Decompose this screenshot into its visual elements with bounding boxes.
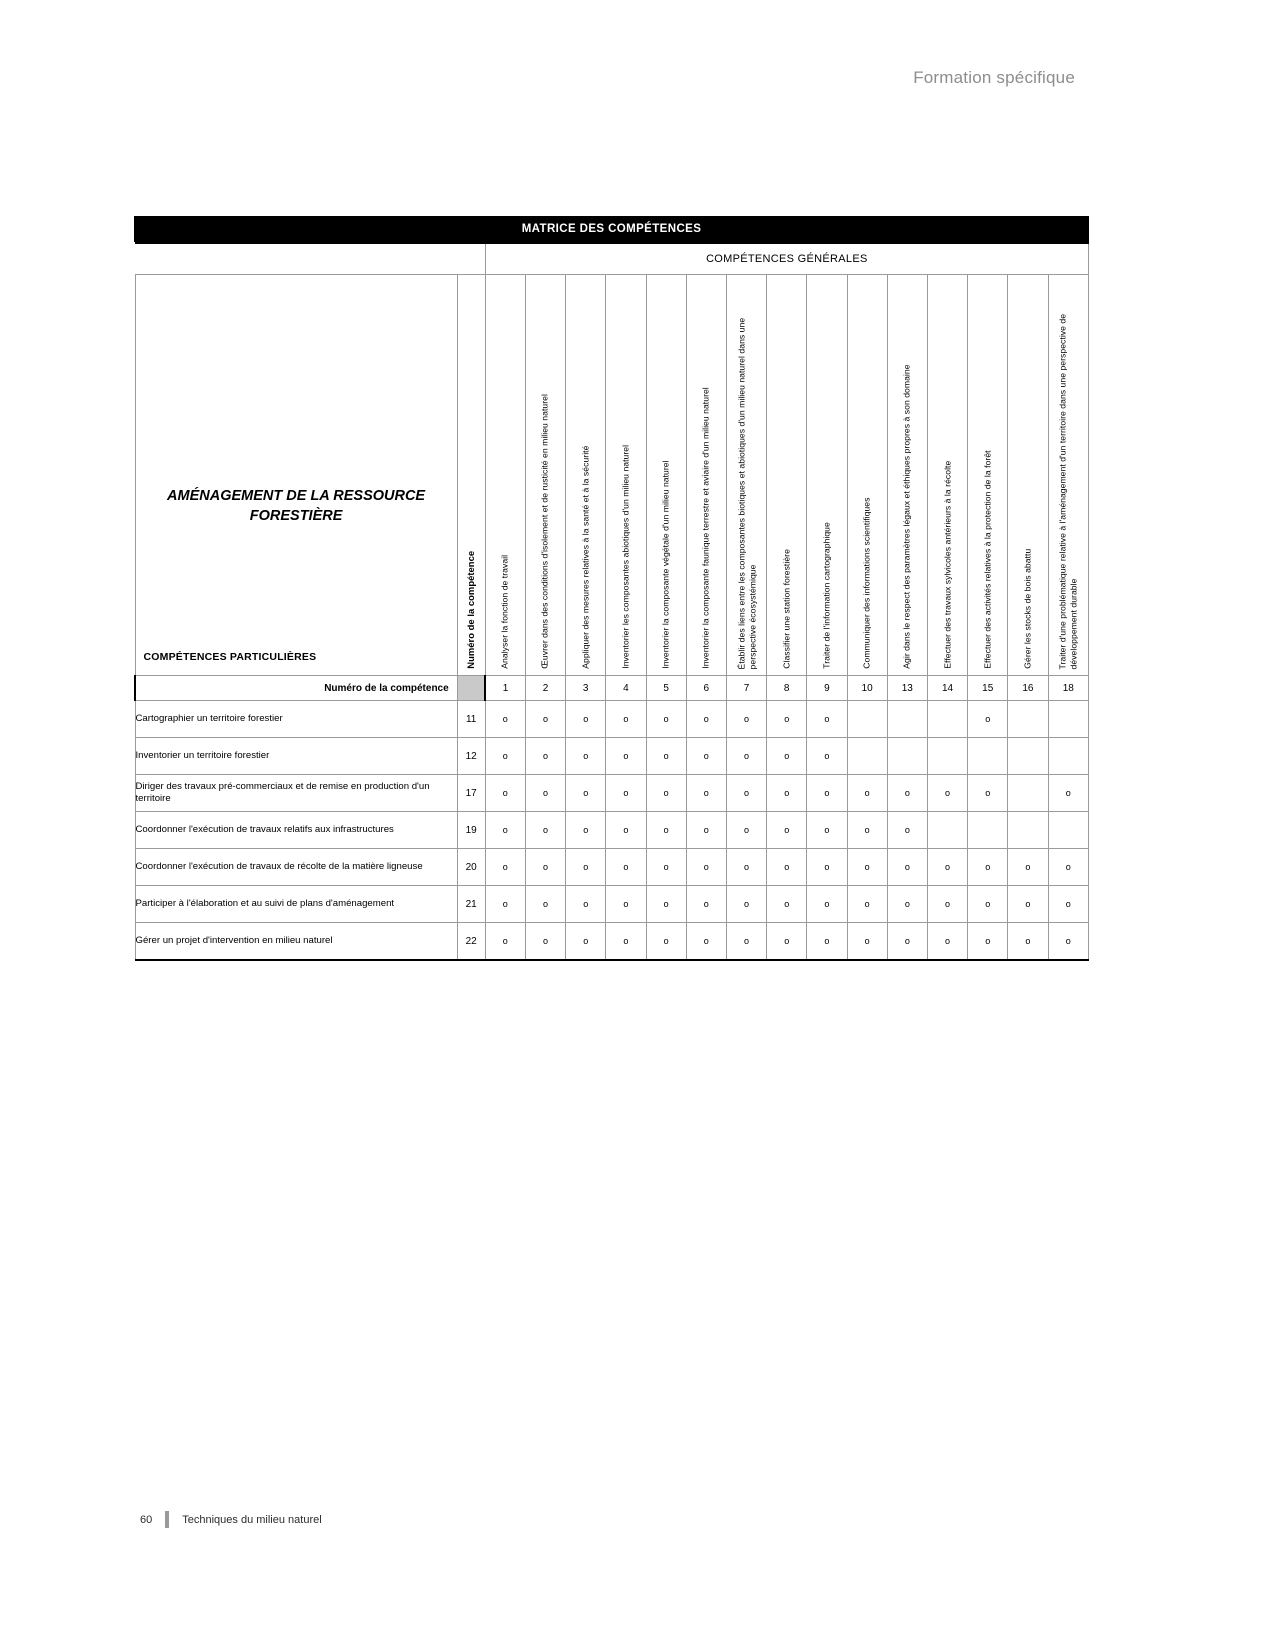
matrix-mark: o bbox=[525, 812, 565, 849]
matrix-mark: o bbox=[686, 849, 726, 886]
column-number: 2 bbox=[525, 676, 565, 701]
matrix-mark: o bbox=[686, 886, 726, 923]
matrix-mark: o bbox=[566, 849, 606, 886]
general-column-header-2 bbox=[525, 275, 565, 676]
matrix-mark: o bbox=[927, 923, 967, 961]
row-number: 12 bbox=[457, 738, 485, 775]
matrix-mark: o bbox=[726, 886, 766, 923]
matrix-mark: o bbox=[807, 849, 847, 886]
general-column-label: Inventorier la composante faunique terrestre et aviaire d'un milieu naturel bbox=[700, 387, 711, 669]
matrix-mark: o bbox=[646, 812, 686, 849]
matrix-mark: o bbox=[606, 701, 646, 738]
general-column-header-4 bbox=[606, 275, 646, 676]
matrix-mark: o bbox=[485, 812, 525, 849]
column-number: 14 bbox=[927, 676, 967, 701]
matrix-mark bbox=[1008, 775, 1048, 812]
matrix-mark: o bbox=[686, 701, 726, 738]
matrix-mark: o bbox=[847, 886, 887, 923]
general-column-label: Gérer les stocks de bois abattu bbox=[1022, 548, 1033, 669]
matrix-title: MATRICE DES COMPÉTENCES bbox=[134, 216, 1089, 242]
matrix-mark: o bbox=[1048, 923, 1088, 961]
matrix-mark: o bbox=[1048, 775, 1088, 812]
general-column-label: Analyser la fonction de travail bbox=[499, 555, 510, 669]
matrix-mark: o bbox=[726, 738, 766, 775]
matrix-mark: o bbox=[606, 923, 646, 961]
matrix-mark: o bbox=[566, 923, 606, 961]
row-number: 11 bbox=[457, 701, 485, 738]
column-number: 9 bbox=[807, 676, 847, 701]
matrix-mark: o bbox=[767, 849, 807, 886]
matrix-mark: o bbox=[887, 849, 927, 886]
general-column-label: Classifier une station forestière bbox=[781, 549, 792, 669]
number-row-grey-cell bbox=[457, 676, 485, 701]
matrix-mark: o bbox=[525, 701, 565, 738]
matrix-mark: o bbox=[887, 886, 927, 923]
row-label: Gérer un projet d'intervention en milieu naturel bbox=[135, 923, 457, 961]
row-number: 20 bbox=[457, 849, 485, 886]
matrix-mark: o bbox=[767, 738, 807, 775]
matrix-mark bbox=[1008, 701, 1048, 738]
footer-divider bbox=[165, 1511, 169, 1528]
column-number: 3 bbox=[566, 676, 606, 701]
general-column-header-7 bbox=[726, 275, 766, 676]
general-column-header-6 bbox=[686, 275, 726, 676]
page-title: AMÉNAGEMENT DE LA RESSOURCE FORESTIÈRE bbox=[167, 488, 426, 524]
program-header-cell bbox=[135, 275, 457, 676]
number-column-header bbox=[457, 275, 485, 676]
general-column-label: Œuvrer dans des conditions d'isolement et de rusticité en milieu naturel bbox=[540, 394, 551, 669]
column-number: 5 bbox=[646, 676, 686, 701]
matrix-mark: o bbox=[767, 886, 807, 923]
matrix-mark bbox=[1008, 812, 1048, 849]
column-number: 8 bbox=[767, 676, 807, 701]
matrix-mark: o bbox=[1048, 849, 1088, 886]
row-label: Participer à l'élaboration et au suivi de plans d'aménagement bbox=[135, 886, 457, 923]
matrix-mark: o bbox=[1048, 886, 1088, 923]
row-number: 21 bbox=[457, 886, 485, 923]
matrix-mark: o bbox=[847, 775, 887, 812]
matrix-mark: o bbox=[606, 849, 646, 886]
general-column-header-8 bbox=[767, 275, 807, 676]
general-column-label: Inventorier la composante végétale d'un milieu naturel bbox=[660, 460, 671, 669]
matrix-mark: o bbox=[606, 775, 646, 812]
page-header-title: Formation spécifique bbox=[913, 68, 1075, 87]
matrix-mark: o bbox=[485, 923, 525, 961]
matrix-mark: o bbox=[968, 923, 1008, 961]
matrix-mark bbox=[927, 738, 967, 775]
matrix-mark: o bbox=[767, 775, 807, 812]
matrix-mark: o bbox=[525, 738, 565, 775]
matrix-mark: o bbox=[485, 849, 525, 886]
matrix-mark: o bbox=[525, 923, 565, 961]
matrix-mark: o bbox=[887, 923, 927, 961]
matrix-mark: o bbox=[767, 812, 807, 849]
matrix-mark: o bbox=[847, 812, 887, 849]
matrix-mark: o bbox=[726, 849, 766, 886]
matrix-mark: o bbox=[606, 886, 646, 923]
general-column-label: Agir dans le respect des paramètres légaux et éthiques propres à son domaine bbox=[901, 364, 912, 669]
matrix-mark: o bbox=[485, 775, 525, 812]
row-number: 22 bbox=[457, 923, 485, 961]
row-label: Cartographier un territoire forestier bbox=[135, 701, 457, 738]
row-label: Inventorier un territoire forestier bbox=[135, 738, 457, 775]
matrix-mark: o bbox=[566, 738, 606, 775]
general-column-header-16 bbox=[1008, 275, 1048, 676]
band-spacer-num bbox=[457, 243, 485, 275]
matrix-band-row bbox=[135, 243, 1089, 275]
matrix-mark: o bbox=[807, 886, 847, 923]
column-number: 18 bbox=[1048, 676, 1088, 701]
matrix-mark bbox=[847, 738, 887, 775]
column-number: 7 bbox=[726, 676, 766, 701]
matrix-mark bbox=[887, 701, 927, 738]
matrix-mark: o bbox=[566, 701, 606, 738]
matrix-mark: o bbox=[485, 738, 525, 775]
competency-matrix bbox=[134, 216, 1089, 961]
row-label: Diriger des travaux pré-commerciaux et de remise en production d'un territoire bbox=[135, 775, 457, 812]
row-label: Coordonner l'exécution de travaux relatifs aux infrastructures bbox=[135, 812, 457, 849]
matrix-mark: o bbox=[968, 701, 1008, 738]
matrix-mark: o bbox=[566, 775, 606, 812]
matrix-mark: o bbox=[807, 923, 847, 961]
competence-number-row bbox=[135, 676, 1089, 701]
matrix-mark bbox=[927, 812, 967, 849]
matrix-mark: o bbox=[646, 886, 686, 923]
general-column-label: Effectuer des activités relatives à la protection de la forêt bbox=[982, 450, 993, 669]
matrix-mark: o bbox=[927, 849, 967, 886]
matrix-header-row bbox=[135, 275, 1089, 676]
general-column-label: Appliquer des mesures relatives à la santé et à la sécurité bbox=[580, 445, 591, 669]
column-number: 10 bbox=[847, 676, 887, 701]
number-row-label: Numéro de la compétence bbox=[135, 676, 457, 701]
matrix-mark: o bbox=[525, 775, 565, 812]
column-number: 1 bbox=[485, 676, 525, 701]
matrix-mark: o bbox=[646, 923, 686, 961]
number-column-header-label: Numéro de la compétence bbox=[465, 551, 477, 669]
matrix-mark bbox=[927, 701, 967, 738]
matrix-mark: o bbox=[767, 701, 807, 738]
column-number: 16 bbox=[1008, 676, 1048, 701]
column-number: 4 bbox=[606, 676, 646, 701]
matrix-mark: o bbox=[566, 812, 606, 849]
matrix-mark: o bbox=[686, 812, 726, 849]
table-row bbox=[135, 738, 1089, 775]
table-row bbox=[135, 849, 1089, 886]
particular-competences-label: COMPÉTENCES PARTICULIÈRES bbox=[143, 651, 317, 663]
matrix-mark: o bbox=[767, 923, 807, 961]
general-column-header-10 bbox=[847, 275, 887, 676]
general-column-header-14 bbox=[927, 275, 967, 676]
matrix-mark: o bbox=[887, 812, 927, 849]
general-column-header-3 bbox=[566, 275, 606, 676]
matrix-mark: o bbox=[726, 775, 766, 812]
matrix-mark bbox=[1008, 738, 1048, 775]
footer-program-name: Techniques du milieu naturel bbox=[182, 1513, 322, 1526]
matrix-mark: o bbox=[566, 886, 606, 923]
table-row bbox=[135, 701, 1089, 738]
matrix-mark: o bbox=[485, 886, 525, 923]
matrix-mark bbox=[1048, 738, 1088, 775]
table-row bbox=[135, 812, 1089, 849]
matrix-mark: o bbox=[606, 738, 646, 775]
matrix-mark bbox=[887, 738, 927, 775]
matrix-mark: o bbox=[927, 775, 967, 812]
general-column-header-9 bbox=[807, 275, 847, 676]
matrix-mark: o bbox=[686, 775, 726, 812]
matrix-mark: o bbox=[606, 812, 646, 849]
row-number: 19 bbox=[457, 812, 485, 849]
band-spacer-left bbox=[135, 243, 457, 275]
matrix-mark bbox=[1048, 812, 1088, 849]
matrix-mark bbox=[1048, 701, 1088, 738]
matrix-mark: o bbox=[847, 849, 887, 886]
general-column-header-13 bbox=[887, 275, 927, 676]
matrix-mark: o bbox=[887, 775, 927, 812]
matrix-mark: o bbox=[847, 923, 887, 961]
matrix-mark: o bbox=[968, 849, 1008, 886]
matrix-mark: o bbox=[525, 886, 565, 923]
matrix-mark: o bbox=[485, 701, 525, 738]
matrix-mark bbox=[968, 812, 1008, 849]
general-competences-band: COMPÉTENCES GÉNÉRALES bbox=[485, 243, 1088, 275]
matrix-mark: o bbox=[968, 886, 1008, 923]
matrix-mark: o bbox=[686, 738, 726, 775]
table-row bbox=[135, 886, 1089, 923]
general-column-label: Traiter de l'information cartographique bbox=[821, 522, 832, 669]
matrix-mark bbox=[968, 738, 1008, 775]
page-footer bbox=[140, 1511, 322, 1528]
general-column-header-5 bbox=[646, 275, 686, 676]
matrix-mark: o bbox=[726, 701, 766, 738]
matrix-mark: o bbox=[968, 775, 1008, 812]
matrix-mark: o bbox=[807, 701, 847, 738]
table-row bbox=[135, 775, 1089, 812]
general-column-label: Inventorier les composantes abiotiques d'un milieu naturel bbox=[620, 445, 631, 669]
matrix-mark: o bbox=[646, 701, 686, 738]
matrix-mark: o bbox=[807, 738, 847, 775]
matrix-mark: o bbox=[807, 812, 847, 849]
general-column-label: Effectuer des travaux sylvicoles antérieurs à la récolte bbox=[942, 460, 953, 669]
matrix-table bbox=[134, 242, 1089, 961]
matrix-mark: o bbox=[1008, 886, 1048, 923]
table-row bbox=[135, 923, 1089, 961]
matrix-mark: o bbox=[1008, 923, 1048, 961]
matrix-mark: o bbox=[646, 849, 686, 886]
general-column-header-15 bbox=[968, 275, 1008, 676]
matrix-mark: o bbox=[646, 738, 686, 775]
column-number: 6 bbox=[686, 676, 726, 701]
matrix-mark: o bbox=[927, 886, 967, 923]
matrix-mark bbox=[847, 701, 887, 738]
matrix-mark: o bbox=[807, 775, 847, 812]
general-column-label: Établir des liens entre les composantes biotiques et abiotiques d'un milieu naturel dans une perspective écosystémique bbox=[735, 317, 757, 669]
footer-page-number: 60 bbox=[140, 1513, 153, 1526]
matrix-mark: o bbox=[726, 812, 766, 849]
general-column-header-18 bbox=[1048, 275, 1088, 676]
column-number: 15 bbox=[968, 676, 1008, 701]
column-number: 13 bbox=[887, 676, 927, 701]
matrix-mark: o bbox=[726, 923, 766, 961]
row-label: Coordonner l'exécution de travaux de récolte de la matière ligneuse bbox=[135, 849, 457, 886]
matrix-mark: o bbox=[1008, 849, 1048, 886]
general-column-label: Communiquer des informations scientifiques bbox=[861, 497, 872, 669]
matrix-mark: o bbox=[686, 923, 726, 961]
matrix-mark: o bbox=[525, 849, 565, 886]
general-column-label: Traiter d'une problématique relative à l'aménagement d'un territoire dans une perspective de développement durable bbox=[1057, 313, 1079, 669]
general-column-header-1 bbox=[485, 275, 525, 676]
row-number: 17 bbox=[457, 775, 485, 812]
matrix-mark: o bbox=[646, 775, 686, 812]
